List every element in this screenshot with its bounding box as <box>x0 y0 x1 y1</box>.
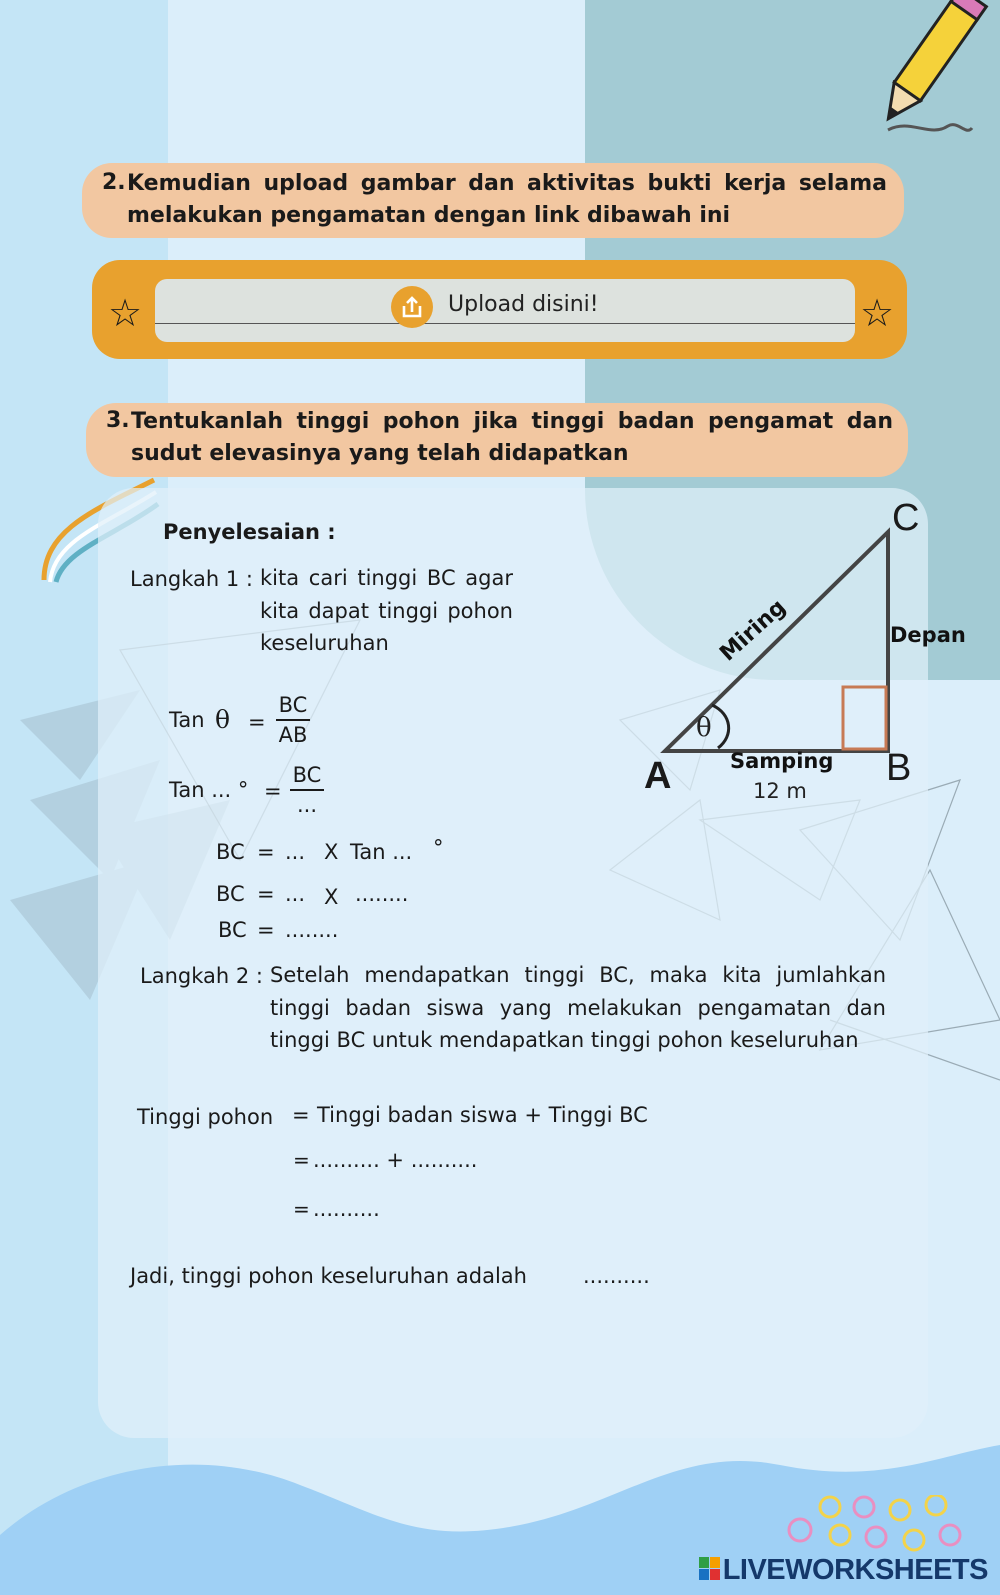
tree-height-formula: Tinggi badan siswa + Tinggi BC <box>317 1103 648 1127</box>
logo-text: LIVEWORKSHEETS <box>722 1554 988 1586</box>
step-1-label: Langkah 1 : <box>130 567 253 591</box>
step-number: 3. <box>106 408 130 433</box>
conclusion-blank: .......... <box>583 1264 650 1288</box>
times-sign: X <box>324 840 339 864</box>
step-3-text: Tentukanlah tinggi pohon jika tinggi badan pengamat dan sudut elevasinya yang telah didapatkan <box>131 409 893 466</box>
blank-dots: ... <box>285 840 306 864</box>
vertex-b: B <box>886 747 912 789</box>
tan-blank: Tan ... <box>350 840 413 864</box>
tree-height-sum-blank: .......... + .......... <box>313 1148 478 1172</box>
solution-heading: Penyelesaian : <box>163 520 336 544</box>
step-number: 2. <box>102 170 126 195</box>
equals-sign: = <box>257 918 275 942</box>
side-label-samping: Samping <box>730 749 834 773</box>
equals-sign: = <box>293 1148 310 1172</box>
vertex-c: C <box>892 497 920 539</box>
blank-dots: ........ <box>355 882 409 906</box>
blank-dots: ... <box>285 882 306 906</box>
fraction-bc-ab <box>276 693 310 747</box>
side-label-depan: Depan <box>890 623 966 647</box>
angle-arc <box>712 705 729 748</box>
numerator: BC <box>292 763 322 787</box>
theta-symbol: θ <box>215 705 231 734</box>
star-icon: ☆ <box>860 291 895 335</box>
fraction-bc-dots <box>290 763 324 817</box>
bc-lhs: BC <box>216 882 245 906</box>
side-length: 12 m <box>753 779 807 803</box>
tree-height-result-blank: .......... <box>313 1197 380 1221</box>
step-3-banner <box>86 403 908 477</box>
side-label-miring: Miring <box>715 594 791 667</box>
pencil-icon <box>840 0 1000 145</box>
tan-label: Tan <box>169 708 205 732</box>
right-angle-marker <box>843 687 886 749</box>
star-icon: ☆ <box>108 291 143 335</box>
upload-label[interactable]: Upload disini! <box>448 292 599 317</box>
upload-icon[interactable] <box>391 286 433 328</box>
equals-sign: = <box>257 882 275 906</box>
step-2-explanation: Setelah mendapatkan tinggi BC, maka kita jumlahkan tinggi badan siswa yang melakukan pengamatan dan tinggi BC untuk mendapatkan tinggi pohon keseluruhan <box>270 963 886 1052</box>
logo-icon <box>699 1557 721 1581</box>
step-2-text: Kemudian upload gambar dan aktivitas bukti kerja selama melakukan pengamatan dengan link dibawah ini <box>127 171 887 228</box>
blank-dots: ........ <box>285 918 339 942</box>
times-sign: X <box>324 885 339 909</box>
equals-sign: = <box>293 1197 310 1221</box>
equals-sign: = <box>264 779 282 803</box>
vertex-a: A <box>644 755 672 797</box>
equals-sign: = <box>257 840 275 864</box>
denominator: ... <box>296 793 318 817</box>
step-2-label: Langkah 2 : <box>140 964 263 988</box>
tree-height-label: Tinggi pohon <box>137 1105 274 1129</box>
angle-label: θ <box>696 713 712 743</box>
bc-lhs: BC <box>218 918 247 942</box>
bc-lhs: BC <box>216 840 245 864</box>
right-triangle-diagram <box>600 490 1000 830</box>
equals-sign: = <box>292 1103 310 1127</box>
step-2-banner <box>82 163 904 238</box>
numerator: BC <box>278 693 308 717</box>
step-1-text: kita cari tinggi BC agar kita dapat tinggi pohon keseluruhan <box>260 566 513 655</box>
conclusion-text: Jadi, tinggi pohon keseluruhan adalah <box>130 1264 527 1288</box>
liveworksheets-logo[interactable] <box>699 1554 988 1587</box>
equals-sign: = <box>248 710 266 734</box>
upload-underline <box>155 323 855 324</box>
tan-degree-label: Tan ... ° <box>169 778 249 802</box>
degree-sign: ° <box>433 836 444 860</box>
denominator: AB <box>278 723 308 747</box>
